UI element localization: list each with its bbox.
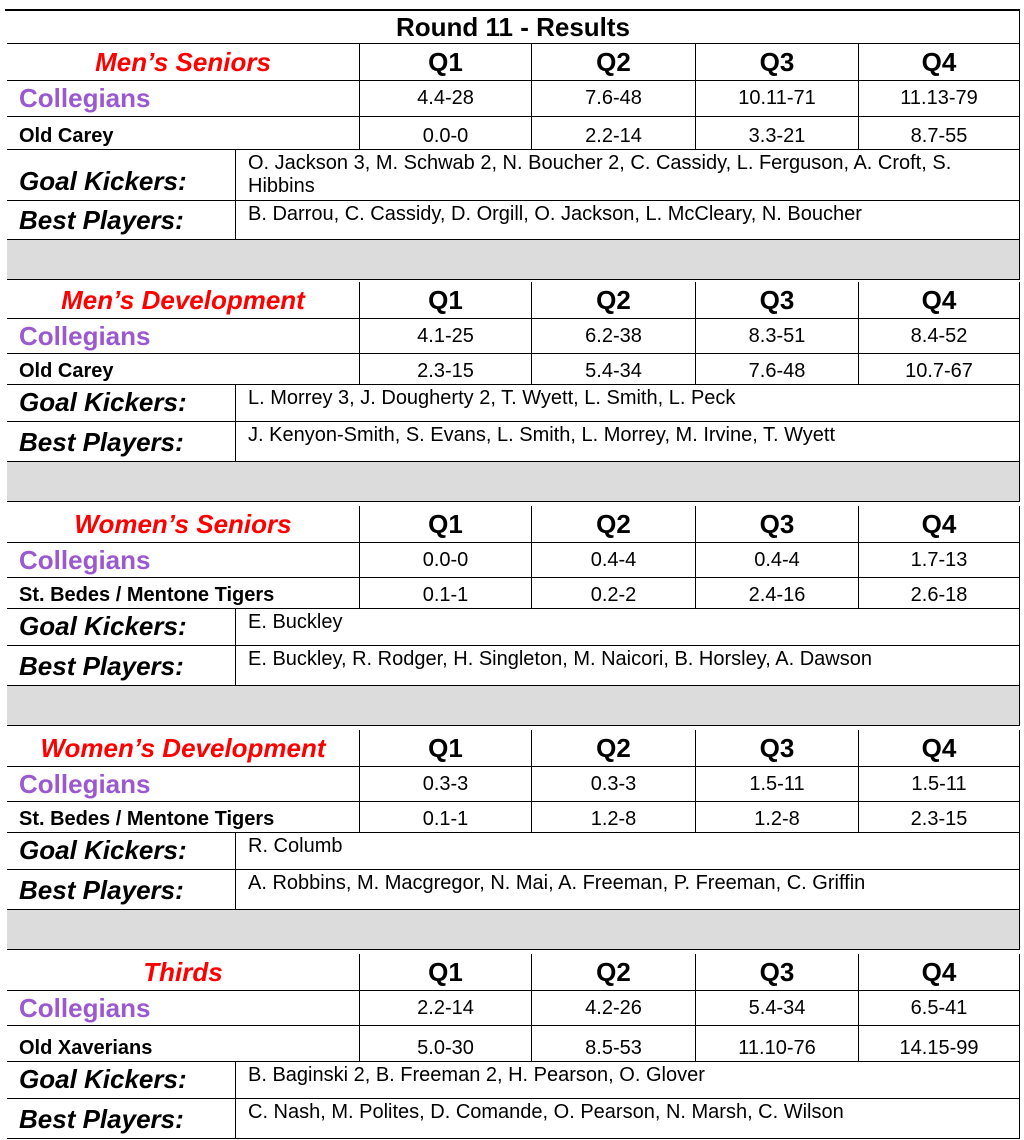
- section-title: Women’s Development: [7, 730, 360, 767]
- home-team-score: 1.5-11: [696, 767, 859, 802]
- home-team-score: 4.1-25: [360, 319, 532, 354]
- quarter-header: Q4: [859, 44, 1020, 81]
- quarter-header: Q3: [696, 506, 859, 543]
- quarter-header: Q2: [532, 730, 696, 767]
- away-team-score: 0.1-1: [360, 802, 532, 833]
- goal-kickers-label: Goal Kickers:: [7, 609, 236, 646]
- away-team-score: 2.3-15: [859, 802, 1020, 833]
- best-players-list: E. Buckley, R. Rodger, H. Singleton, M. Naicori, B. Horsley, A. Dawson: [236, 646, 1020, 686]
- goal-kickers-label: Goal Kickers:: [7, 833, 236, 870]
- section-spacer: [7, 686, 1020, 726]
- home-team-score: 7.6-48: [532, 81, 696, 117]
- quarter-header: Q2: [532, 282, 696, 319]
- section-title: Men’s Development: [7, 282, 360, 319]
- home-team-score: 0.4-4: [532, 543, 696, 578]
- home-team-score: 6.5-41: [859, 991, 1020, 1026]
- best-players-list: B. Darrou, C. Cassidy, D. Orgill, O. Jackson, L. McCleary, N. Boucher: [236, 201, 1020, 240]
- section-spacer: [7, 240, 1020, 280]
- quarter-header: Q2: [532, 954, 696, 991]
- quarter-header: Q1: [360, 44, 532, 81]
- away-team-score: 2.2-14: [532, 117, 696, 150]
- quarter-header: Q3: [696, 282, 859, 319]
- home-team-score: 0.4-4: [696, 543, 859, 578]
- away-team-name: Old Xaverians: [7, 1026, 360, 1062]
- home-team-score: 1.5-11: [859, 767, 1020, 802]
- away-team-name: St. Bedes / Mentone Tigers: [7, 578, 360, 609]
- goal-kickers-list: E. Buckley: [236, 609, 1020, 646]
- away-team-score: 3.3-21: [696, 117, 859, 150]
- away-team-name: Old Carey: [7, 117, 360, 150]
- quarter-header: Q3: [696, 44, 859, 81]
- home-team-score: 8.3-51: [696, 319, 859, 354]
- quarter-header: Q2: [532, 506, 696, 543]
- goal-kickers-label: Goal Kickers:: [7, 150, 236, 201]
- section-title: Thirds: [7, 954, 360, 991]
- section-spacer: [7, 910, 1020, 950]
- away-team-name: St. Bedes / Mentone Tigers: [7, 802, 360, 833]
- away-team-score: 5.4-34: [532, 354, 696, 385]
- home-team-name: Collegians: [7, 319, 360, 354]
- quarter-header: Q4: [859, 954, 1020, 991]
- away-team-score: 2.6-18: [859, 578, 1020, 609]
- quarter-header: Q4: [859, 506, 1020, 543]
- home-team-score: 2.2-14: [360, 991, 532, 1026]
- home-team-score: 1.7-13: [859, 543, 1020, 578]
- home-team-name: Collegians: [7, 991, 360, 1026]
- home-team-score: 6.2-38: [532, 319, 696, 354]
- away-team-score: 5.0-30: [360, 1026, 532, 1062]
- goal-kickers-list: O. Jackson 3, M. Schwab 2, N. Boucher 2, C. Cassidy, L. Ferguson, A. Croft, S. Hibbins: [236, 150, 1020, 201]
- best-players-list: C. Nash, M. Polites, D. Comande, O. Pearson, N. Marsh, C. Wilson: [236, 1099, 1020, 1139]
- away-team-score: 2.4-16: [696, 578, 859, 609]
- best-players-label: Best Players:: [7, 1099, 236, 1139]
- home-team-score: 0.3-3: [360, 767, 532, 802]
- goal-kickers-list: R. Columb: [236, 833, 1020, 870]
- quarter-header: Q1: [360, 282, 532, 319]
- away-team-score: 1.2-8: [532, 802, 696, 833]
- home-team-score: 4.4-28: [360, 81, 532, 117]
- quarter-header: Q3: [696, 954, 859, 991]
- section-title: Men’s Seniors: [7, 44, 360, 81]
- quarter-header: Q2: [532, 44, 696, 81]
- goal-kickers-label: Goal Kickers:: [7, 1062, 236, 1099]
- quarter-header: Q4: [859, 730, 1020, 767]
- away-team-score: 7.6-48: [696, 354, 859, 385]
- away-team-score: 0.2-2: [532, 578, 696, 609]
- home-team-name: Collegians: [7, 543, 360, 578]
- section-title: Women’s Seniors: [7, 506, 360, 543]
- goal-kickers-list: L. Morrey 3, J. Dougherty 2, T. Wyett, L. Smith, L. Peck: [236, 385, 1020, 422]
- quarter-header: Q1: [360, 730, 532, 767]
- goal-kickers-label: Goal Kickers:: [7, 385, 236, 422]
- best-players-label: Best Players:: [7, 870, 236, 910]
- away-team-score: 14.15-99: [859, 1026, 1020, 1062]
- away-team-name: Old Carey: [7, 354, 360, 385]
- home-team-score: 5.4-34: [696, 991, 859, 1026]
- quarter-header: Q1: [360, 954, 532, 991]
- quarter-header: Q4: [859, 282, 1020, 319]
- best-players-label: Best Players:: [7, 646, 236, 686]
- home-team-score: 0.3-3: [532, 767, 696, 802]
- best-players-label: Best Players:: [7, 201, 236, 240]
- quarter-header: Q1: [360, 506, 532, 543]
- away-team-score: 11.10-76: [696, 1026, 859, 1062]
- quarter-header: Q3: [696, 730, 859, 767]
- away-team-score: 1.2-8: [696, 802, 859, 833]
- away-team-score: 8.5-53: [532, 1026, 696, 1062]
- away-team-score: 0.0-0: [360, 117, 532, 150]
- away-team-score: 0.1-1: [360, 578, 532, 609]
- home-team-score: 10.11-71: [696, 81, 859, 117]
- home-team-score: 8.4-52: [859, 319, 1020, 354]
- section-spacer: [7, 462, 1020, 502]
- home-team-score: 4.2-26: [532, 991, 696, 1026]
- best-players-list: J. Kenyon-Smith, S. Evans, L. Smith, L. Morrey, M. Irvine, T. Wyett: [236, 422, 1020, 462]
- sheet-title: Round 11 - Results: [7, 11, 1020, 44]
- away-team-score: 8.7-55: [859, 117, 1020, 150]
- best-players-list: A. Robbins, M. Macgregor, N. Mai, A. Freeman, P. Freeman, C. Griffin: [236, 870, 1020, 910]
- away-team-score: 10.7-67: [859, 354, 1020, 385]
- results-sheet: [5, 9, 1020, 1134]
- away-team-score: 2.3-15: [360, 354, 532, 385]
- home-team-name: Collegians: [7, 767, 360, 802]
- home-team-name: Collegians: [7, 81, 360, 117]
- home-team-score: 11.13-79: [859, 81, 1020, 117]
- best-players-label: Best Players:: [7, 422, 236, 462]
- home-team-score: 0.0-0: [360, 543, 532, 578]
- goal-kickers-list: B. Baginski 2, B. Freeman 2, H. Pearson, O. Glover: [236, 1062, 1020, 1099]
